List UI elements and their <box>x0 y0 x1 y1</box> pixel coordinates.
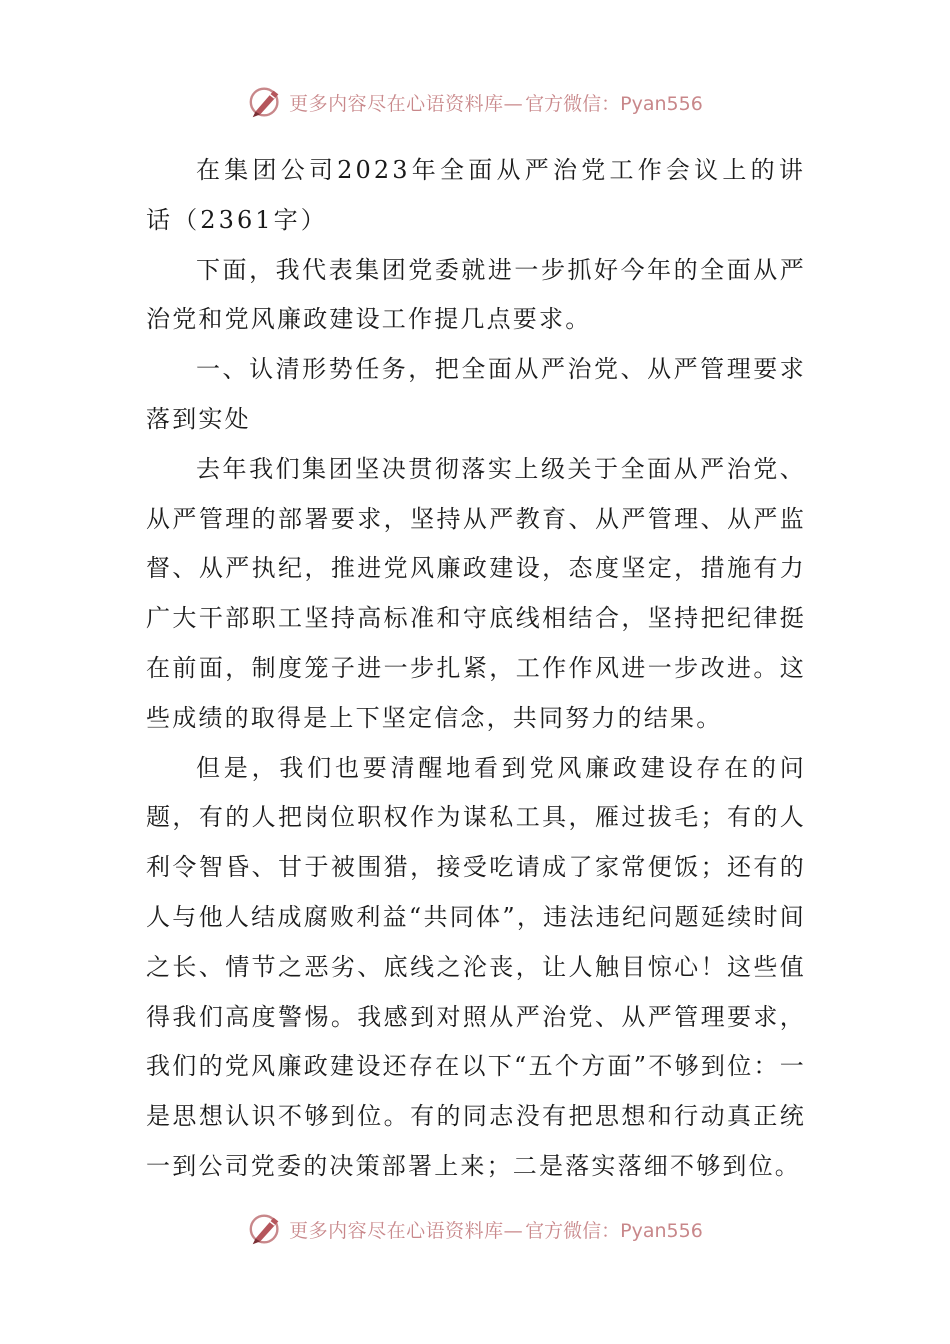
document-title: 在集团公司2023年全面从严治党工作会议上的讲话（2361字） <box>146 156 806 234</box>
watermark-header <box>0 82 950 122</box>
watermark-site-text: 更多内容尽在心语资料库— <box>289 1219 524 1242</box>
paragraph-problems: 但是，我们也要清醒地看到党风廉政建设存在的问题，有的人把岗位职权作为谋私工具，雁过拔毛；有的人利令智昏、甘于被围猎，接受吃请成了家常便饭；还有的人与他人结成腐败利益“共同体”，违法违纪问题延续时间之长、情节之恶劣、底线之沦丧，让人触目惊心！这些值得我们高度警惕。我感到对照从严治党、从严管理要求，我们的党风廉政建设还存在以下“五个方面”不够到位：一是思想认识不够到位。有的同志没有把思想和行动真正统一到公司党委的决策部署上来；二是落实落细不够到位。 <box>146 753 806 1180</box>
pen-logo-icon <box>247 83 285 121</box>
watermark-wechat-text: 官方微信：Pyan556 <box>525 92 703 115</box>
watermark-footer <box>0 1209 950 1249</box>
paragraph-achievements: 去年我们集团坚决贯彻落实上级关于全面从严治党、从严管理的部署要求，坚持从严教育、从严管理、从严监督、从严执纪，推进党风廉政建设，态度坚定，措施有力广大干部职工坚持高标准和守底线相结合，坚持把纪律挺在前面，制度笼子进一步扎紧，工作作风进一步改进。这些成绩的取得是上下坚定信念，共同努力的结果。 <box>146 454 806 732</box>
document-body <box>146 146 806 1192</box>
pen-logo-icon <box>247 1210 285 1248</box>
section-heading-1: 一、认清形势任务，把全面从严治党、从严管理要求落到实处 <box>146 355 806 433</box>
paragraph-intro: 下面，我代表集团党委就进一步抓好今年的全面从严治党和党风廉政建设工作提几点要求。 <box>146 255 806 334</box>
watermark-wechat-text: 官方微信：Pyan556 <box>525 1219 703 1242</box>
watermark-site-text: 更多内容尽在心语资料库— <box>289 92 524 115</box>
